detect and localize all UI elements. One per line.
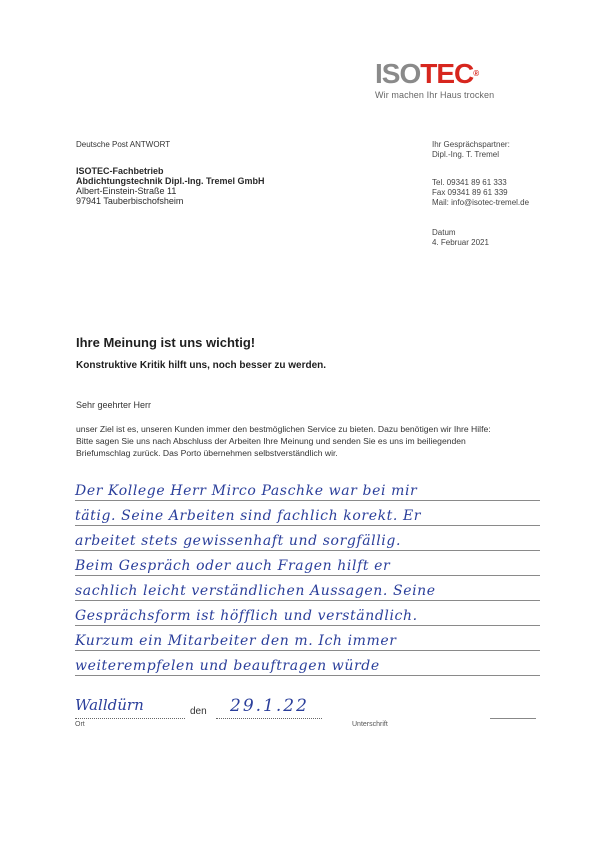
letter-body: unser Ziel ist es, unseren Kunden immer den bestmöglichen Service zu bieten. Dazu benötigen wir Ihre Hilfe: Bitte sagen Sie uns nach Abschluss der Arbeiten Ihre Meinung und senden Sie es uns im beiliegenden Briefumschlag zurück. Das Porto übernehmen selbstverständlich wir. — [76, 424, 491, 458]
place-field[interactable] — [75, 718, 185, 719]
contact-name: Dipl.-Ing. T. Tremel — [432, 150, 499, 159]
signed-date-field[interactable] — [216, 718, 322, 719]
feedback-line[interactable] — [75, 603, 540, 626]
contact-tel: Tel. 09341 89 61 333 — [432, 178, 507, 187]
recipient-line-2: Abdichtungstechnik Dipl.-Ing. Tremel GmbH — [76, 176, 265, 186]
date-value: 4. Februar 2021 — [432, 238, 489, 247]
feedback-line[interactable] — [75, 628, 540, 651]
handwritten-text: weiterempfelen und beauftragen würde — [75, 658, 380, 674]
date-label: Datum — [432, 228, 456, 237]
contact-mail: Mail: info@isotec-tremel.de — [432, 198, 530, 207]
logo-tec: TEC — [420, 58, 474, 89]
logo-registered: ® — [473, 69, 479, 78]
recipient-line-4: 97941 Tauberbischofsheim — [76, 196, 184, 206]
feedback-line[interactable] — [75, 503, 540, 526]
letter-date-block — [432, 228, 489, 248]
den-label: den — [190, 706, 207, 717]
logo-wordmark — [375, 60, 510, 88]
place-value: Walldürn — [75, 696, 144, 714]
handwritten-text: Kurzum ein Mitarbeiter den m. Ich immer — [75, 633, 397, 649]
feedback-line[interactable] — [75, 653, 540, 676]
signature-label: Unterschrift — [352, 721, 388, 728]
logo-iso: ISO — [375, 58, 421, 89]
handwritten-text: Gesprächsform ist höfflich und verständlich. — [75, 608, 418, 624]
place-label: Ort — [75, 721, 85, 728]
page-title: Ihre Meinung ist uns wichtig! — [76, 335, 256, 350]
feedback-line[interactable] — [75, 478, 540, 501]
feedback-line[interactable] — [75, 553, 540, 576]
isotec-logo — [375, 60, 510, 105]
handwritten-text: arbeitet stets gewissenhaft und sorgfällig. — [75, 533, 401, 549]
handwritten-text: tätig. Seine Arbeiten sind fachlich korekt. Er — [75, 508, 422, 524]
signature-field[interactable] — [490, 718, 536, 719]
handwritten-text: sachlich leicht verständlichen Aussagen. Seine — [75, 583, 436, 599]
contact-block — [432, 140, 529, 208]
contact-label: Ihr Gesprächspartner: — [432, 140, 510, 149]
contact-fax: Fax 09341 89 61 339 — [432, 188, 508, 197]
feedback-line[interactable] — [75, 528, 540, 551]
page-subtitle: Konstruktive Kritik hilft uns, noch besser zu werden. — [76, 360, 327, 371]
feedback-line[interactable] — [75, 578, 540, 601]
recipient-line-3: Albert-Einstein-Straße 11 — [76, 186, 177, 196]
logo-slogan: Wir machen Ihr Haus trocken — [375, 90, 495, 100]
signed-date-value: 29.1.22 — [230, 696, 309, 716]
recipient-line-1: ISOTEC-Fachbetrieb — [76, 166, 164, 176]
handwritten-text: Beim Gespräch oder auch Fragen hilft er — [75, 558, 391, 574]
reply-label: Deutsche Post ANTWORT — [76, 140, 171, 149]
handwritten-text: Der Kollege Herr Mirco Paschke war bei mir — [75, 483, 418, 499]
salutation: Sehr geehrter Herr — [76, 400, 152, 410]
recipient-address — [76, 140, 265, 206]
